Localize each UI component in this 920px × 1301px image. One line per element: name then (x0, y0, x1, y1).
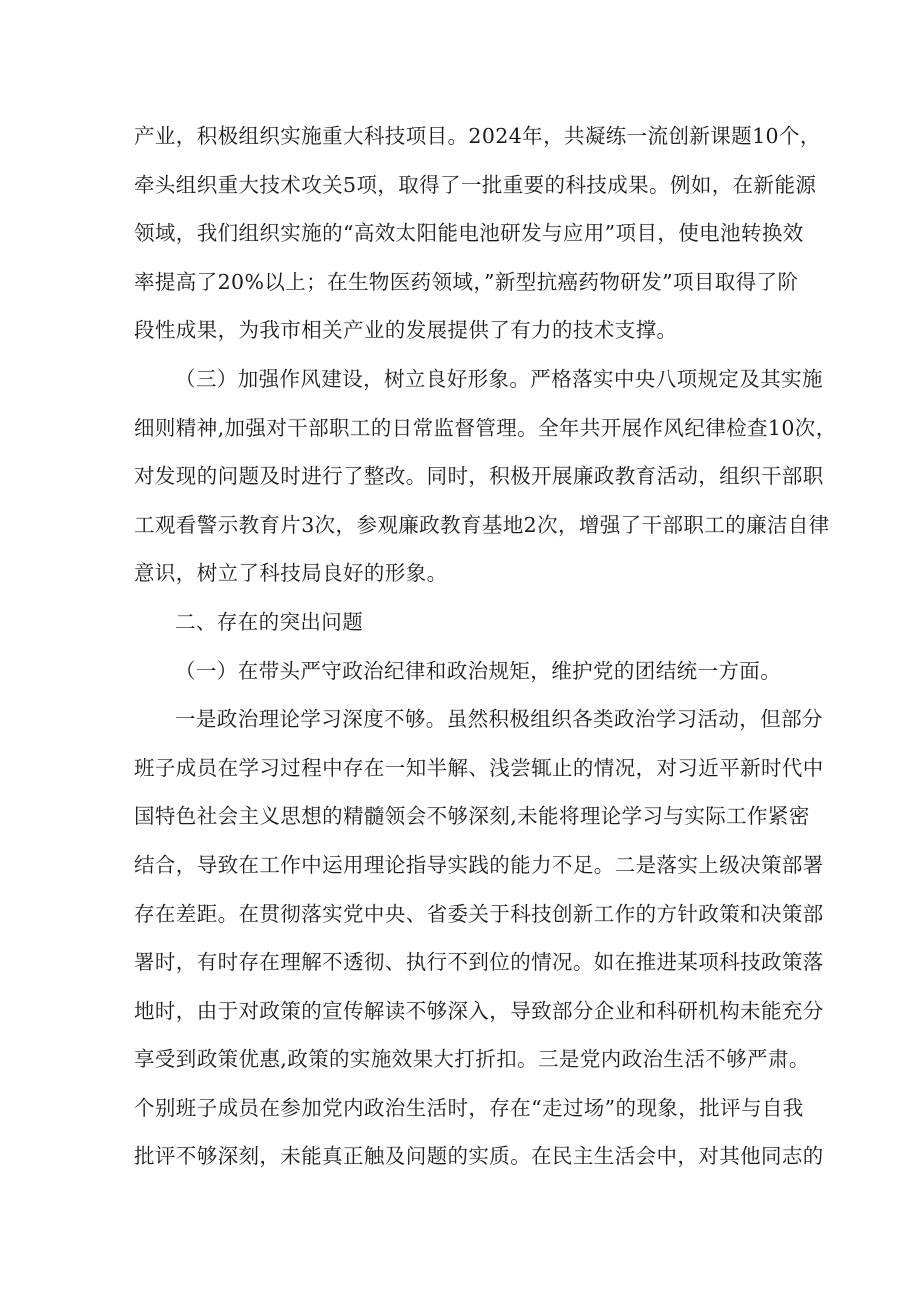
text-line: 细则精神,加强对干部职工的日常监督管理。全年共开展作风纪律检查10次， (134, 415, 837, 440)
paragraph-work-style (134, 355, 837, 598)
paragraph-tech-projects (134, 112, 821, 355)
text-line: 领域，我们组织实施的“高效太阳能电池研发与应用”项目，使电池转换效 (134, 221, 804, 246)
section-heading-problems: 二、存在的突出问题 (175, 609, 364, 634)
text-line: 享受到政策优惠,政策的实施效果大打折扣。三是党内政治生活不够严肃。 (134, 1047, 810, 1072)
text-line: 对发现的问题及时进行了整改。同时，积极开展廉政教育活动，组织干部职 (134, 464, 824, 489)
text-line: 产业，积极组织实施重大科技项目。2024年，共凝练一流创新课题10个， (134, 124, 821, 148)
subsection-heading-discipline: （一）在带头严守政治纪律和政治规矩，维护党的团结统一方面。 (175, 658, 782, 683)
document-body (134, 112, 837, 1181)
text-line: 国特色社会主义思想的精髓领会不够深刻,未能将理论学习与实际工作紧密 (134, 804, 810, 829)
text-line: 工观看警示教育片3次，参观廉政教育基地2次，增强了干部职工的廉洁自律 (134, 512, 830, 537)
text-line: 意识，树立了科技局良好的形象。 (134, 561, 448, 586)
text-line: 一是政治理论学习深度不够。虽然积极组织各类政治学习活动，但部分 (175, 707, 823, 732)
text-line: 地时，由于对政策的宣传解读不够深入，导致部分企业和科研机构未能充分 (134, 998, 824, 1023)
text-line: 率提高了20%以上；在生物医药领域，”新型抗癌药物研发”项目取得了阶 (134, 269, 799, 294)
text-line: 段性成果，为我市相关产业的发展提供了有力的技术支撑。 (134, 318, 678, 343)
paragraph-problems-detail (134, 695, 824, 1181)
text-line: 批评不够深刻，未能真正触及问题的实质。在民主生活会中，对其他同志的 (134, 1144, 824, 1169)
text-line: 班子成员在学习过程中存在一知半解、浅尝辄止的情况，对习近平新时代中 (134, 755, 824, 780)
text-line: 结合，导致在工作中运用理论指导实践的能力不足。二是落实上级决策部署 (134, 852, 824, 877)
text-line: （三）加强作风建设，树立良好形象。严格落实中央八项规定及其实施 (175, 366, 823, 391)
text-line: 存在差距。在贯彻落实党中央、省委关于科技创新工作的方针政策和决策部 (134, 901, 824, 926)
text-line: 个别班子成员在参加党内政治生活时，存在“走过场”的现象，批评与自我 (134, 1095, 804, 1120)
text-line: 署时，有时存在理解不透彻、执行不到位的情况。如在推进某项科技政策落 (134, 950, 824, 975)
text-line: 牵头组织重大技术攻关5项，取得了一批重要的科技成果。例如，在新能源 (134, 172, 817, 197)
